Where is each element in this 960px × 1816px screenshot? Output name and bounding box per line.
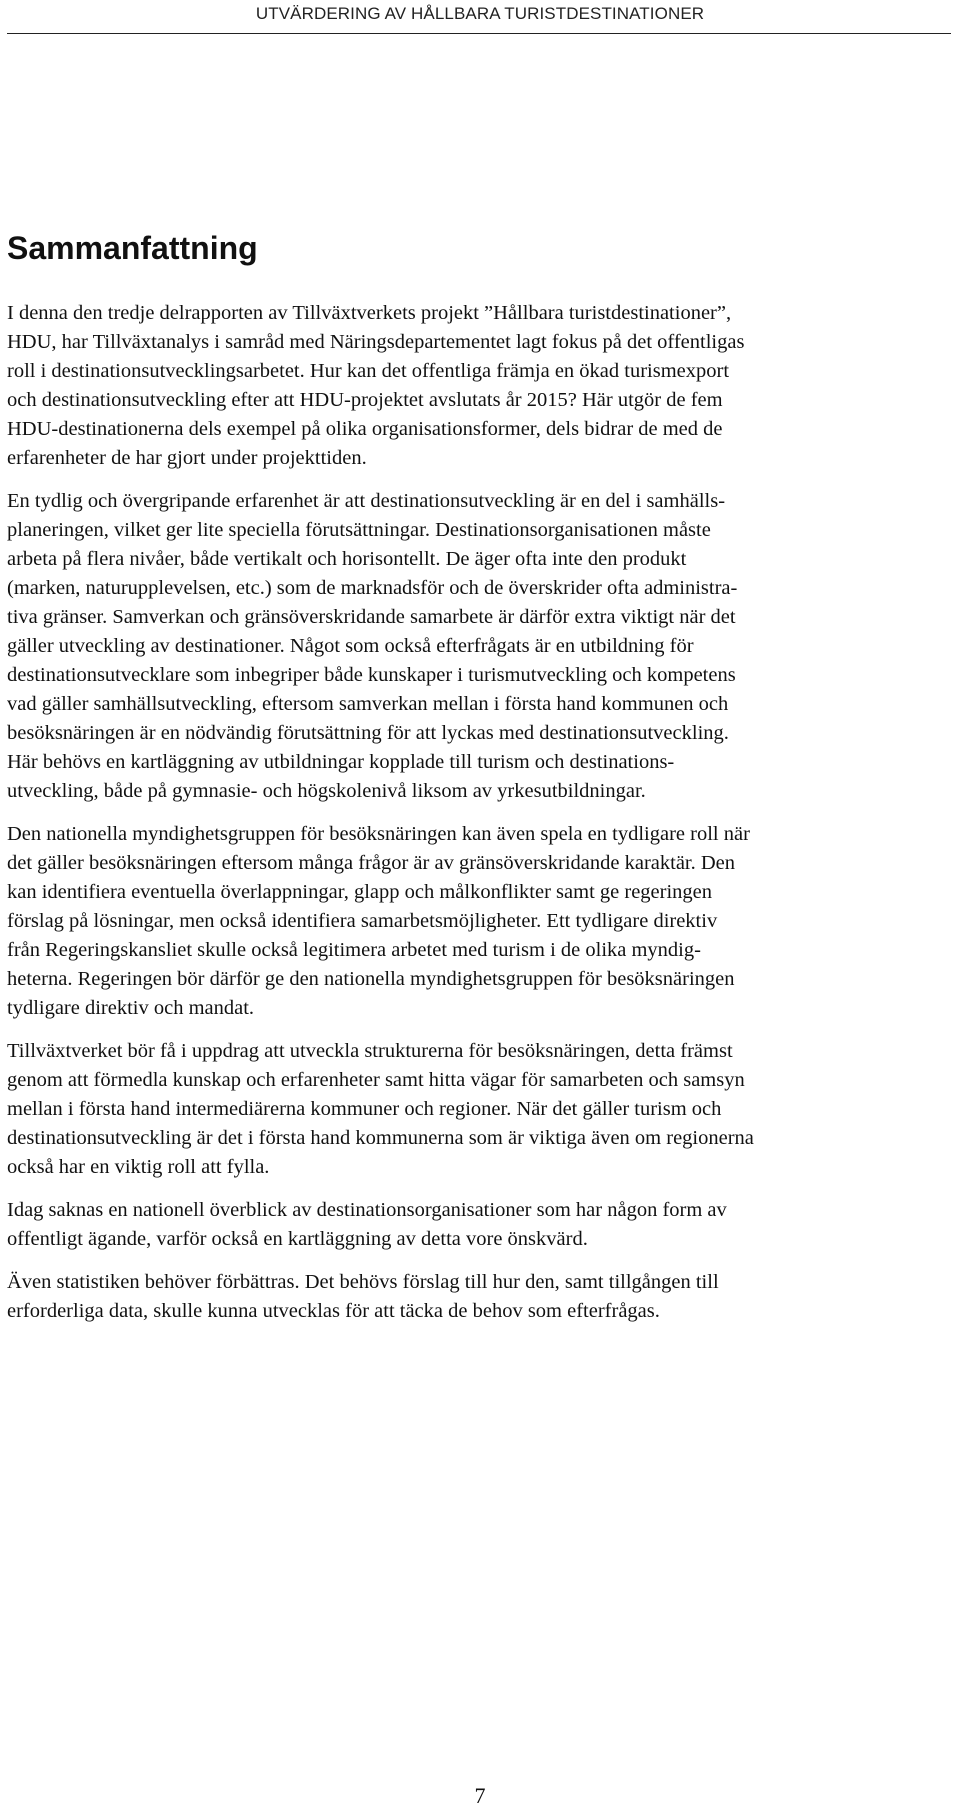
text-line: från Regeringskansliet skulle också legitimera arbetet med turism i de olika myndig- xyxy=(7,939,701,961)
paragraph xyxy=(7,299,947,473)
text-line: heterna. Regeringen bör därför ge den nationella myndighetsgruppen för besöksnäringen xyxy=(7,968,735,990)
text-line: HDU, har Tillväxtanalys i samråd med Näringsdepartementet lagt fokus på det offentligas xyxy=(7,331,745,353)
text-line: vad gäller samhällsutveckling, eftersom samverkan mellan i första hand kommunen och xyxy=(7,693,729,715)
text-line: förslag på lösningar, men också identifiera samarbetsmöjligheter. Ett tydligare direktiv xyxy=(7,910,718,932)
text-line: erfarenheter de har gjort under projekttiden. xyxy=(7,447,367,469)
text-line: Tillväxtverket bör få i uppdrag att utveckla strukturerna för besöksnäringen, detta främst xyxy=(7,1040,733,1062)
running-header: UTVÄRDERING AV HÅLLBARA TURISTDESTINATIONER xyxy=(255,4,705,23)
text-line: Idag saknas en nationell överblick av destinationsorganisationer som har någon form av xyxy=(7,1199,727,1221)
text-line: offentligt ägande, varför också en kartläggning av detta vore önskvärd. xyxy=(7,1228,588,1250)
text-line: utveckling, både på gymnasie- och högskolenivå liksom av yrkesutbildningar. xyxy=(7,780,646,802)
text-line: kan identifiera eventuella överlappningar, glapp och målkonflikter samt ge regeringen xyxy=(7,881,713,903)
header-divider xyxy=(7,33,951,34)
page-number: 7 xyxy=(474,1783,486,1808)
body-text xyxy=(7,299,947,1340)
text-line: destinationsutveckling är det i första hand kommunerna som är viktiga även om regionerna xyxy=(7,1127,754,1149)
text-line: mellan i första hand intermediärerna kommuner och regioner. När det gäller turism och xyxy=(7,1098,722,1120)
text-line: Här behövs en kartläggning av utbildningar kopplade till turism och destinations- xyxy=(7,751,675,773)
text-line: Även statistiken behöver förbättras. Det behövs förslag till hur den, samt tillgången till xyxy=(7,1271,719,1293)
text-line: också har en viktig roll att fylla. xyxy=(7,1156,270,1178)
text-line: erforderliga data, skulle kunna utvecklas för att täcka de behov som efterfrågas. xyxy=(7,1300,660,1322)
paragraph xyxy=(7,1268,947,1326)
paragraph xyxy=(7,487,947,806)
text-line: destinationsutvecklare som inbegriper både kunskaper i turismutveckling och kompetens xyxy=(7,664,736,686)
text-line: besöksnäringen är en nödvändig förutsättning för att lyckas med destinationsutveckling. xyxy=(7,722,729,744)
text-line: genom att förmedla kunskap och erfarenheter samt hitta vägar för samarbeten och samsyn xyxy=(7,1069,745,1091)
section-title: Sammanfattning xyxy=(7,230,258,266)
text-line: det gäller besöksnäringen eftersom många frågor är av gränsöverskridande karaktär. Den xyxy=(7,852,736,874)
text-line: planeringen, vilket ger lite speciella förutsättningar. Destinationsorganisationen måste xyxy=(7,519,711,541)
text-line: I denna den tredje delrapporten av Tillväxtverkets projekt ”Hållbara turistdestinationer”, xyxy=(7,302,732,324)
paragraph xyxy=(7,1196,947,1254)
text-line: roll i destinationsutvecklingsarbetet. Hur kan det offentliga främja en ökad turismexport xyxy=(7,360,730,382)
text-line: (marken, naturupplevelsen, etc.) som de marknadsför och de överskrider ofta administra- xyxy=(7,577,738,599)
text-line: tiva gränser. Samverkan och gränsöverskridande samarbete är därför extra viktigt när det xyxy=(7,606,736,628)
text-line: gäller utveckling av destinationer. Något som också efterfrågats är en utbildning för xyxy=(7,635,694,657)
paragraph xyxy=(7,1037,947,1182)
text-line: HDU-destinationerna dels exempel på olika organisationsformer, dels bidrar de med de xyxy=(7,418,723,440)
text-line: och destinationsutveckling efter att HDU-projektet avslutats år 2015? Här utgör de fem xyxy=(7,389,723,411)
text-line: En tydlig och övergripande erfarenhet är att destinationsutveckling är en del i samhälls- xyxy=(7,490,726,512)
text-line: arbeta på flera nivåer, både vertikalt och horisontellt. De äger ofta inte den produkt xyxy=(7,548,687,570)
paragraph xyxy=(7,820,947,1023)
text-line: Den nationella myndighetsgruppen för besöksnäringen kan även spela en tydligare roll när xyxy=(7,823,750,845)
text-line: tydligare direktiv och mandat. xyxy=(7,997,255,1019)
